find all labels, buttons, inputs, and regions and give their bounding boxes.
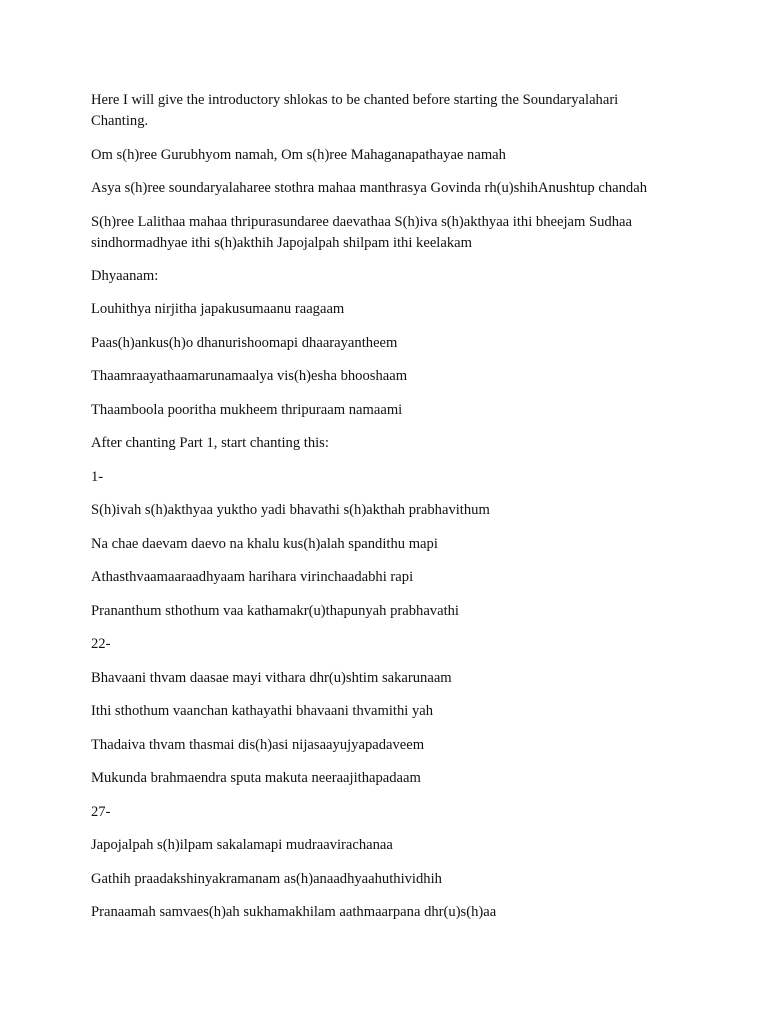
verse-line: Na chae daevam daevo na khalu kus(h)alah spandithu mapi xyxy=(91,536,438,552)
verse-line: Paas(h)ankus(h)o dhanurishoomapi dhaarayantheem xyxy=(91,335,398,351)
dhyaanam-heading: Dhyaanam: xyxy=(91,268,159,284)
verse-line: Bhavaani thvam daasae mayi vithara dhr(u)shtim sakarunaam xyxy=(91,670,452,686)
verse-line: Thaamboola pooritha mukheem thripuraam namaami xyxy=(91,402,403,418)
deity-paragraph: S(h)ree Lalithaa mahaa thripurasundaree daevathaa S(h)iva s(h)akthyaa ithi bheejam Sudhaa sindhormadhyae ithi s(h)akthih Japojalpah shilpam ithi keelakam xyxy=(91,214,632,251)
intro-paragraph: Here I will give the introductory shlokas to be chanted before starting the Soundaryalahari Chanting. xyxy=(91,92,619,129)
verse-line: Japojalpah s(h)ilpam sakalamapi mudraavirachanaa xyxy=(91,837,393,853)
instruction-line: After chanting Part 1, start chanting this: xyxy=(91,435,329,451)
verse-line: S(h)ivah s(h)akthyaa yuktho yadi bhavathi s(h)akthah prabhavithum xyxy=(91,502,490,518)
verse-line: Mukunda brahmaendra sputa makuta neeraajithapadaam xyxy=(91,770,421,786)
verse-line: Gathih praadakshinyakramanam as(h)anaadhyaahuthividhih xyxy=(91,871,442,887)
verse-line: Prananthum sthothum vaa kathamakr(u)thapunyah prabhavathi xyxy=(91,603,459,619)
verse-number: 1- xyxy=(91,469,104,485)
invocation-line: Om s(h)ree Gurubhyom namah, Om s(h)ree Mahaganapathayae namah xyxy=(91,147,506,163)
verse-number: 22- xyxy=(91,636,111,652)
verse-line: Ithi sthothum vaanchan kathayathi bhavaani thvamithi yah xyxy=(91,703,434,719)
verse-line: Thadaiva thvam thasmai dis(h)asi nijasaayujyapadaveem xyxy=(91,737,425,753)
verse-line: Thaamraayathaamarunamaalya vis(h)esha bhooshaam xyxy=(91,368,408,384)
verse-line: Pranaamah samvaes(h)ah sukhamakhilam aathmaarpana dhr(u)s(h)aa xyxy=(91,904,497,920)
verse-number: 27- xyxy=(91,804,111,820)
verse-line: Louhithya nirjitha japakusumaanu raagaam xyxy=(91,301,345,317)
verse-line: Athasthvaamaaraadhyaam harihara virinchaadabhi rapi xyxy=(91,569,414,585)
mantra-line: Asya s(h)ree soundaryalaharee stothra mahaa manthrasya Govinda rh(u)shihAnushtup chandah xyxy=(91,180,647,196)
